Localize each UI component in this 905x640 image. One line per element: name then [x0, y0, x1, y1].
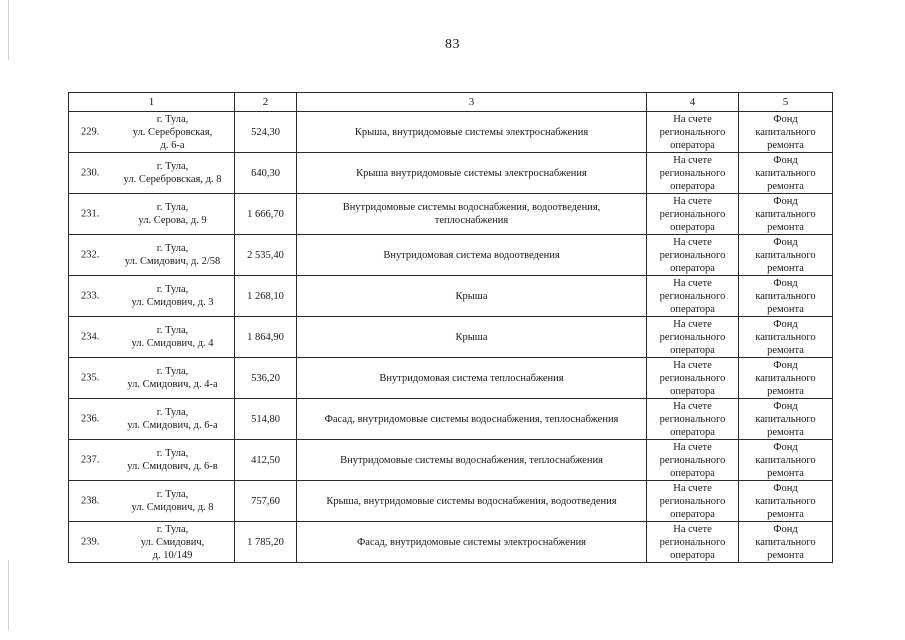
fund-line: ремонта	[767, 467, 804, 479]
fund-cell	[739, 153, 833, 194]
address-line: г. Тула,	[156, 243, 189, 254]
status-line: регионального	[659, 495, 726, 507]
address-cell	[69, 358, 235, 399]
account-status-cell	[647, 153, 739, 194]
address-text	[117, 488, 228, 514]
fund-line: капитального	[755, 249, 816, 261]
area-cell: 524,30	[235, 112, 297, 153]
address-text	[117, 406, 228, 432]
fund-cell	[739, 481, 833, 522]
address-line: ул. Смидович, д. 6-в	[127, 461, 218, 472]
area-cell: 2 535,40	[235, 235, 297, 276]
status-line: На счете	[673, 277, 712, 289]
row-number: 232.	[81, 249, 100, 261]
address-line: ул. Серова, д. 9	[138, 215, 207, 226]
column-header: 4	[647, 93, 739, 112]
status-line: регионального	[659, 249, 726, 261]
table-row	[69, 440, 833, 481]
fund-line: Фонд	[773, 236, 798, 248]
fund-line: капитального	[755, 290, 816, 302]
fund-cell	[739, 276, 833, 317]
status-line: оператора	[670, 467, 715, 479]
row-number: 236.	[81, 413, 100, 425]
row-number: 238.	[81, 495, 100, 507]
fund-cell	[739, 194, 833, 235]
status-line: регионального	[659, 372, 726, 384]
column-header: 5	[739, 93, 833, 112]
fund-line: ремонта	[767, 139, 804, 151]
fund-line: Фонд	[773, 195, 798, 207]
status-line: На счете	[673, 236, 712, 248]
status-line: оператора	[670, 344, 715, 356]
fund-line: капитального	[755, 167, 816, 179]
table-row	[69, 358, 833, 399]
works-cell: Фасад, внутридомовые системы водоснабжения, теплоснабжения	[297, 399, 647, 440]
row-number: 233.	[81, 290, 100, 302]
fund-line: ремонта	[767, 344, 804, 356]
row-number: 237.	[81, 454, 100, 466]
account-status-cell	[647, 194, 739, 235]
table-header-row	[69, 93, 833, 112]
address-line: ул. Серебровская,	[132, 126, 213, 138]
fund-line: ремонта	[767, 385, 804, 397]
status-line: оператора	[670, 180, 715, 192]
fund-line: капитального	[755, 208, 816, 220]
table-row	[69, 276, 833, 317]
table-row	[69, 481, 833, 522]
fund-line: Фонд	[773, 482, 798, 494]
address-cell	[69, 317, 235, 358]
fund-cell	[739, 522, 833, 563]
status-line: оператора	[670, 508, 715, 520]
fund-line: капитального	[755, 536, 816, 548]
table-row	[69, 522, 833, 563]
row-number: 229.	[81, 126, 100, 138]
address-line: ул. Смидович, д. 2/58	[124, 256, 221, 267]
address-line: г. Тула,	[156, 489, 189, 500]
table-row	[69, 399, 833, 440]
fund-line: капитального	[755, 454, 816, 466]
fund-line: капитального	[755, 495, 816, 507]
fund-line: Фонд	[773, 441, 798, 453]
works-cell: Крыша, внутридомовые системы водоснабжения, водоотведения	[297, 481, 647, 522]
address-line: г. Тула,	[156, 202, 189, 213]
column-header: 1	[69, 93, 235, 112]
account-status-cell	[647, 276, 739, 317]
address-line: ул. Смидович, д. 4-а	[127, 379, 218, 390]
fund-line: капитального	[755, 331, 816, 343]
fund-line: Фонд	[773, 523, 798, 535]
account-status-cell	[647, 235, 739, 276]
account-status-cell	[647, 399, 739, 440]
account-status-cell	[647, 317, 739, 358]
fund-cell	[739, 112, 833, 153]
fund-cell	[739, 399, 833, 440]
address-cell	[69, 522, 235, 563]
status-line: На счете	[673, 195, 712, 207]
area-cell: 514,80	[235, 399, 297, 440]
address-line: г. Тула,	[156, 113, 189, 125]
address-line: ул. Смидович, д. 6-а	[127, 420, 218, 431]
address-cell	[69, 399, 235, 440]
account-status-cell	[647, 112, 739, 153]
status-line: регионального	[659, 536, 726, 548]
fund-line: ремонта	[767, 426, 804, 438]
table-row	[69, 112, 833, 153]
status-line: регионального	[659, 208, 726, 220]
status-line: На счете	[673, 154, 712, 166]
address-line: г. Тула,	[156, 366, 189, 377]
works-cell: Внутридомовая система водоотведения	[297, 235, 647, 276]
address-line: г. Тула,	[156, 407, 189, 418]
column-header: 2	[235, 93, 297, 112]
area-cell: 1 864,90	[235, 317, 297, 358]
fund-line: капитального	[755, 126, 816, 138]
address-cell	[69, 112, 235, 153]
status-line: регионального	[659, 413, 726, 425]
status-line: оператора	[670, 221, 715, 233]
fund-line: капитального	[755, 413, 816, 425]
address-line: г. Тула,	[156, 523, 189, 535]
table-row	[69, 235, 833, 276]
address-cell	[69, 440, 235, 481]
fund-line: капитального	[755, 372, 816, 384]
address-line: г. Тула,	[156, 448, 189, 459]
status-line: На счете	[673, 318, 712, 330]
row-number: 235.	[81, 372, 100, 384]
address-text	[117, 201, 228, 227]
area-cell: 640,30	[235, 153, 297, 194]
address-cell	[69, 153, 235, 194]
fund-cell	[739, 358, 833, 399]
address-text	[117, 160, 228, 186]
fund-line: Фонд	[773, 277, 798, 289]
fund-line: Фонд	[773, 359, 798, 371]
status-line: регионального	[659, 126, 726, 138]
address-text	[117, 283, 228, 309]
address-line: ул. Смидович, д. 8	[131, 502, 214, 513]
address-cell	[69, 276, 235, 317]
works-cell: Внутридомовые системы водоснабжения, водоотведения, теплоснабжения	[297, 194, 647, 235]
fund-cell	[739, 317, 833, 358]
address-line: г. Тула,	[156, 161, 189, 172]
works-cell: Крыша внутридомовые системы электроснабжения	[297, 153, 647, 194]
address-line: г. Тула,	[156, 325, 189, 336]
fund-line: ремонта	[767, 221, 804, 233]
fund-line: Фонд	[773, 154, 798, 166]
status-line: На счете	[673, 113, 712, 125]
status-line: регионального	[659, 454, 726, 466]
row-number: 230.	[81, 167, 100, 179]
status-line: оператора	[670, 385, 715, 397]
column-header: 3	[297, 93, 647, 112]
account-status-cell	[647, 358, 739, 399]
area-cell: 1 268,10	[235, 276, 297, 317]
row-number: 239.	[81, 536, 100, 548]
fund-line: ремонта	[767, 508, 804, 520]
status-line: оператора	[670, 139, 715, 151]
status-line: На счете	[673, 523, 712, 535]
works-cell: Крыша	[297, 317, 647, 358]
table-row	[69, 317, 833, 358]
page-number: 83	[445, 37, 460, 52]
fund-line: Фонд	[773, 113, 798, 125]
account-status-cell	[647, 481, 739, 522]
scan-margin-mark	[8, 560, 9, 630]
fund-line: Фонд	[773, 318, 798, 330]
area-cell: 1 666,70	[235, 194, 297, 235]
address-line: ул. Смидович, д. 3	[131, 297, 214, 308]
address-text	[117, 242, 228, 268]
fund-line: ремонта	[767, 180, 804, 192]
address-text	[117, 113, 228, 152]
fund-cell	[739, 440, 833, 481]
status-line: На счете	[673, 482, 712, 494]
address-line: д. 6-а	[160, 139, 185, 151]
table-row	[69, 153, 833, 194]
address-line: г. Тула,	[156, 284, 189, 295]
status-line: регионального	[659, 167, 726, 179]
area-cell: 1 785,20	[235, 522, 297, 563]
address-cell	[69, 194, 235, 235]
works-cell: Крыша	[297, 276, 647, 317]
status-line: На счете	[673, 441, 712, 453]
scan-margin-mark	[8, 0, 9, 60]
address-text	[117, 365, 228, 391]
address-text	[117, 447, 228, 473]
status-line: оператора	[670, 426, 715, 438]
status-line: На счете	[673, 359, 712, 371]
status-line: оператора	[670, 303, 715, 315]
repair-table	[68, 92, 833, 563]
fund-cell	[739, 235, 833, 276]
address-line: ул. Серебровская, д. 8	[123, 174, 222, 185]
works-cell: Фасад, внутридомовые системы электроснабжения	[297, 522, 647, 563]
address-line: ул. Смидович,	[140, 536, 205, 548]
row-number: 231.	[81, 208, 100, 220]
address-line: д. 10/149	[152, 549, 193, 561]
account-status-cell	[647, 522, 739, 563]
account-status-cell	[647, 440, 739, 481]
address-line: ул. Смидович, д. 4	[131, 338, 214, 349]
status-line: оператора	[670, 262, 715, 274]
area-cell: 757,60	[235, 481, 297, 522]
fund-line: ремонта	[767, 549, 804, 561]
address-text	[117, 523, 228, 562]
area-cell: 536,20	[235, 358, 297, 399]
status-line: регионального	[659, 331, 726, 343]
fund-line: ремонта	[767, 262, 804, 274]
address-text	[117, 324, 228, 350]
status-line: регионального	[659, 290, 726, 302]
fund-line: Фонд	[773, 400, 798, 412]
area-cell: 412,50	[235, 440, 297, 481]
address-cell	[69, 235, 235, 276]
row-number: 234.	[81, 331, 100, 343]
works-cell: Крыша, внутридомовые системы электроснабжения	[297, 112, 647, 153]
address-cell	[69, 481, 235, 522]
status-line: оператора	[670, 549, 715, 561]
works-cell: Внутридомовые системы водоснабжения, теплоснабжения	[297, 440, 647, 481]
fund-line: ремонта	[767, 303, 804, 315]
table-row	[69, 194, 833, 235]
status-line: На счете	[673, 400, 712, 412]
works-cell: Внутридомовая система теплоснабжения	[297, 358, 647, 399]
